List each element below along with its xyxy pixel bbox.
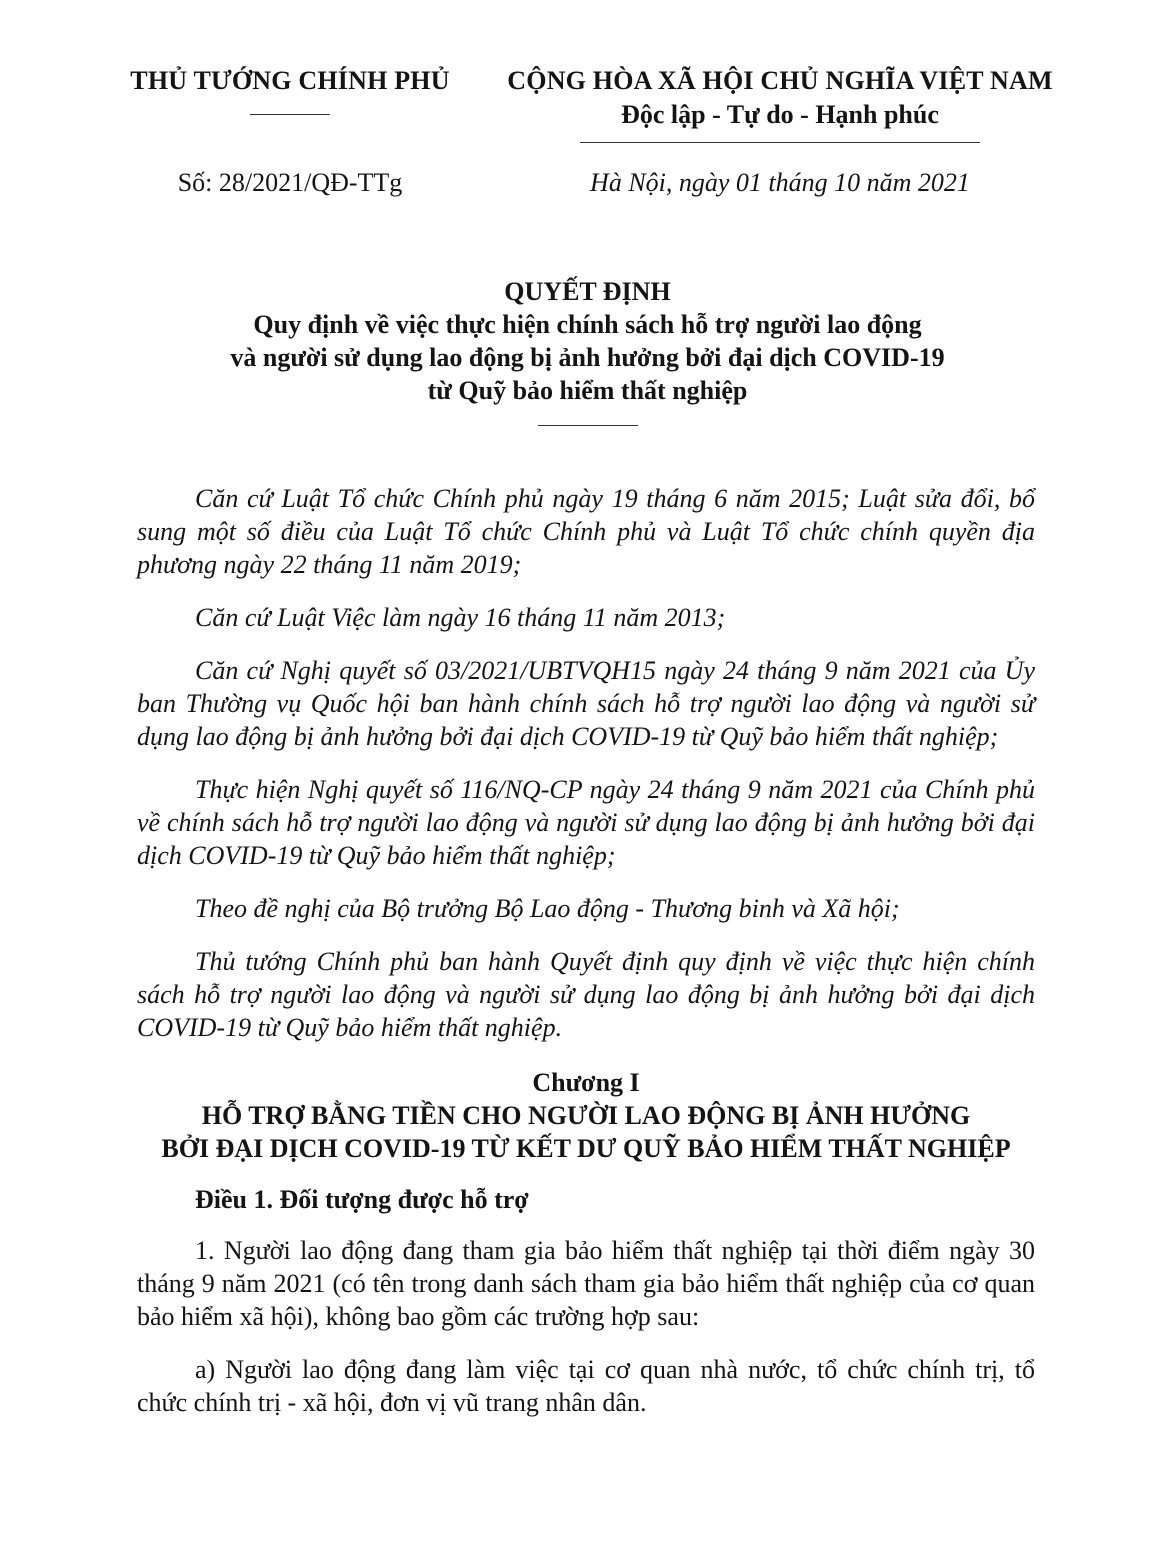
document-place-date: Hà Nội, ngày 01 tháng 10 năm 2021: [590, 168, 970, 197]
document-body: [137, 482, 1035, 1439]
article-clause: 1. Người lao động đang tham gia bảo hiểm thất nghiệp tại thời điểm ngày 30 tháng 9 năm 2021 (có tên trong danh sách tham gia bảo hiểm thất nghiệp của cơ quan bảo hiểm xã hội), không bao gồm các trường hợp sau:: [137, 1236, 1035, 1331]
document-number: Số: 28/2021/QĐ-TTg: [177, 168, 403, 197]
preamble-paragraph: Theo đề nghị của Bộ trưởng Bộ Lao động - Thương binh và Xã hội;: [195, 894, 900, 923]
preamble-paragraph: Thủ tướng Chính phủ ban hành Quyết định quy định về việc thực hiện chính sách hỗ trợ người lao động và người sử dụng lao động bị ảnh hưởng bởi đại dịch COVID-19 từ Quỹ bảo hiểm thất nghiệp.: [137, 947, 1035, 1042]
article-heading: Điều 1. Đối tượng được hỗ trợ: [195, 1185, 529, 1214]
country-name: CỘNG HÒA XÃ HỘI CHỦ NGHĨA VIỆT NAM: [507, 66, 1053, 95]
issuer-underline: [250, 114, 330, 115]
issuer-block: [110, 64, 470, 115]
preamble-paragraph: Căn cứ Nghị quyết số 03/2021/UBTVQH15 ngày 24 tháng 9 năm 2021 của Ủy ban Thường vụ Quốc hội ban hành chính sách hỗ trợ người lao động và người sử dụng lao động bị ảnh hưởng bởi đại dịch COVID-19 từ Quỹ bảo hiểm thất nghiệp;: [137, 656, 1035, 751]
national-motto: Độc lập - Tự do - Hạnh phúc: [621, 100, 939, 129]
chapter-title-line: HỖ TRỢ BẰNG TIỀN CHO NGƯỜI LAO ĐỘNG BỊ ẢNH HƯỞNG: [201, 1101, 971, 1130]
preamble-paragraph: Căn cứ Luật Tổ chức Chính phủ ngày 19 tháng 6 năm 2015; Luật sửa đổi, bổ sung một số điều của Luật Tổ chức Chính phủ và Luật Tổ chức chính quyền địa phương ngày 22 tháng 11 năm 2019;: [137, 484, 1035, 579]
chapter-label: Chương I: [532, 1068, 640, 1097]
article-point: a) Người lao động đang làm việc tại cơ quan nhà nước, tổ chức chính trị, tổ chức chính trị - xã hội, đơn vị vũ trang nhân dân.: [137, 1355, 1035, 1417]
title-line: Quy định về việc thực hiện chính sách hỗ trợ người lao động: [253, 310, 922, 339]
document-type: QUYẾT ĐỊNH: [504, 277, 671, 306]
motto-underline: [580, 142, 980, 143]
title-line: từ Quỹ bảo hiểm thất nghiệp: [427, 376, 748, 405]
title-line: và người sử dụng lao động bị ảnh hưởng bởi đại dịch COVID-19: [230, 343, 945, 372]
preamble-paragraph: Thực hiện Nghị quyết số 116/NQ-CP ngày 24 tháng 9 năm 2021 của Chính phủ về chính sách hỗ trợ người lao động và người sử dụng lao động bị ảnh hưởng bởi đại dịch COVID-19 từ Quỹ bảo hiểm thất nghiệp;: [137, 775, 1035, 870]
title-underline: [538, 425, 638, 426]
issuer-name: THỦ TƯỚNG CHÍNH PHỦ: [130, 66, 450, 95]
preamble-paragraph: Căn cứ Luật Việc làm ngày 16 tháng 11 năm 2013;: [195, 603, 726, 632]
decision-title-block: [100, 276, 1075, 426]
national-header: [480, 64, 1080, 143]
chapter-title-line: BỞI ĐẠI DỊCH COVID-19 TỪ KẾT DƯ QUỸ BẢO HIỂM THẤT NGHIỆP: [161, 1134, 1011, 1163]
